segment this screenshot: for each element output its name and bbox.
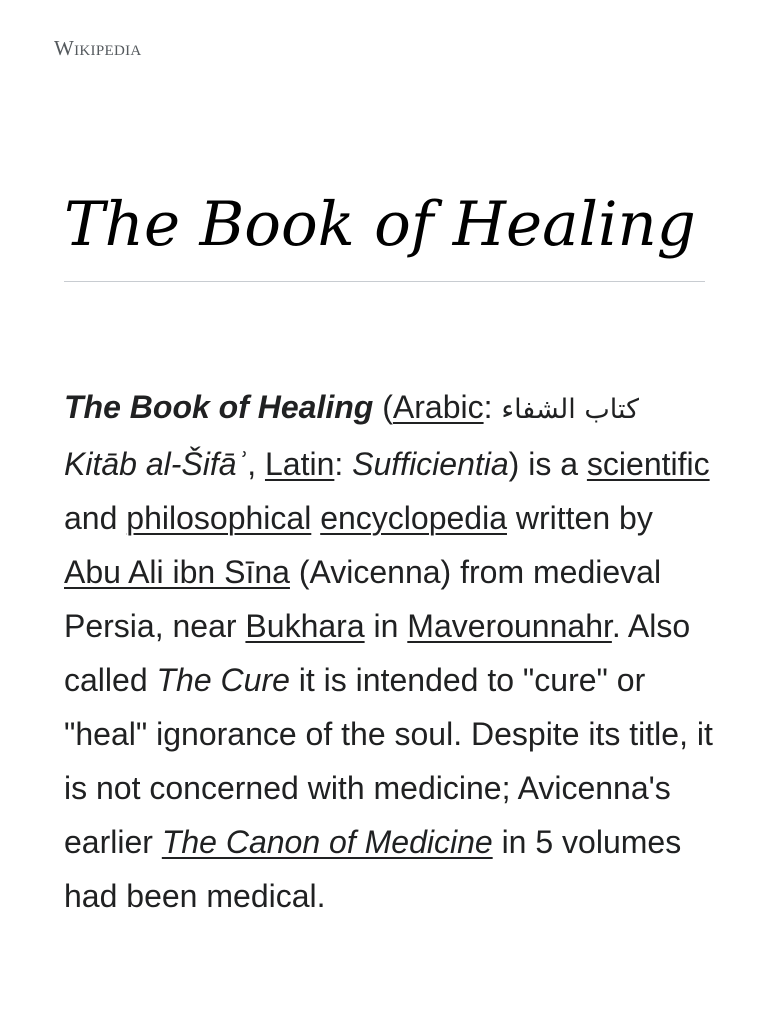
link-philosophical[interactable]: philosophical — [126, 500, 312, 536]
text-segment: ( — [373, 389, 393, 425]
wikipedia-logo[interactable]: Wikipedia — [54, 36, 142, 60]
alt-title-the-cure: The Cure — [156, 662, 290, 698]
link-arabic[interactable]: Arabic — [392, 389, 484, 425]
text-segment: ) is a — [508, 446, 587, 482]
link-bukhara[interactable]: Bukhara — [245, 608, 365, 644]
text-segment: . Also called — [64, 608, 691, 698]
article-paragraph — [64, 380, 714, 923]
transliteration: Kitāb al-Šifāʾ — [64, 446, 248, 482]
arabic-title: كتاب الشفاء — [501, 394, 639, 425]
text-segment: and — [64, 500, 127, 536]
link-latin[interactable]: Latin — [264, 446, 335, 482]
bold-article-title: The Book of Healing — [64, 389, 374, 425]
text-segment: : — [334, 446, 353, 482]
latin-title: Sufficientia — [352, 446, 509, 482]
text-segment — [311, 500, 320, 536]
link-avicenna[interactable]: Abu Ali ibn Sīna — [64, 554, 290, 590]
link-maverounnahr[interactable]: Maverounnahr — [407, 608, 612, 644]
text-segment: (Avicenna) from medieval Persia, near — [64, 554, 662, 644]
text-segment: in 5 volumes had been medical. — [64, 824, 682, 914]
link-encyclopedia[interactable]: encyclopedia — [320, 500, 507, 536]
text-segment: written by — [506, 500, 653, 536]
link-scientific[interactable]: scientific — [586, 446, 710, 482]
text-segment: : — [483, 389, 502, 425]
page-title: The Book of Healing — [64, 189, 696, 260]
text-segment: , — [247, 446, 265, 482]
link-canon-of-medicine[interactable]: The Canon of Medicine — [161, 824, 493, 860]
title-divider — [64, 281, 705, 282]
text-segment: in — [364, 608, 408, 644]
text-segment: it is intended to "cure" or "heal" ignorance of the soul. Despite its title, it is not concerned with medicine; Avicenna's earlier — [64, 662, 713, 860]
